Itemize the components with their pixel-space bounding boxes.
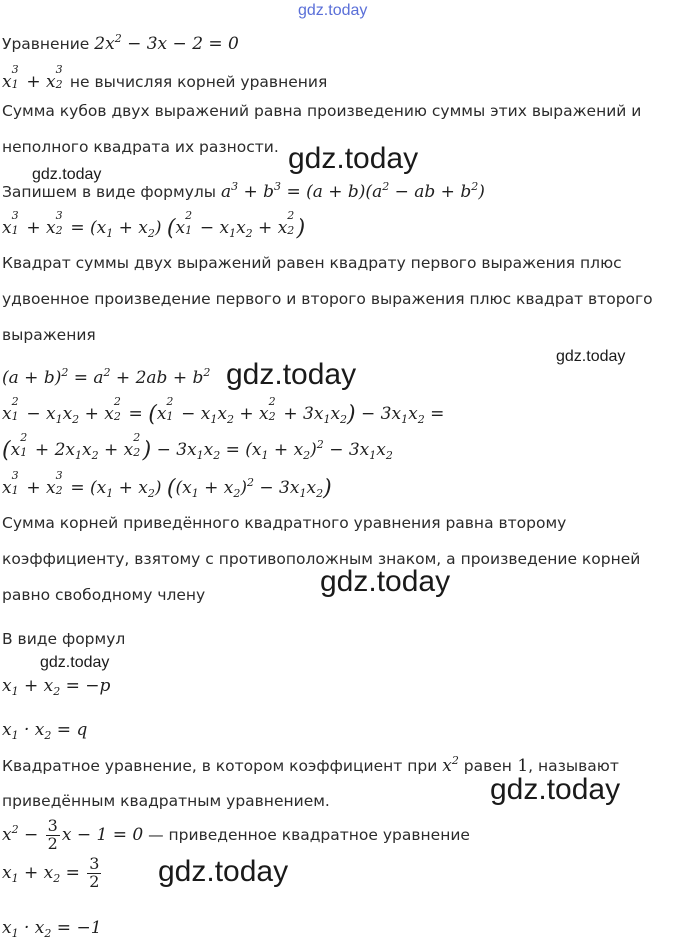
- watermark: gdz.today: [490, 773, 621, 806]
- watermark: gdz.today: [556, 348, 626, 365]
- text-line: [2, 63, 328, 92]
- math-formula: $x_1 + x_2 = -p$: [2, 676, 111, 698]
- text-line: [2, 756, 619, 776]
- math-line: [2, 856, 103, 891]
- text-line: В виде формул: [2, 630, 126, 648]
- text-line: [2, 182, 485, 202]
- math-expression: $x^2$: [442, 754, 459, 776]
- math-line: [2, 395, 445, 427]
- math-expression: x 3 1 + x 3 2: [2, 63, 63, 92]
- text-line: приведённым квадратным уравнением.: [2, 792, 330, 810]
- math-line: [2, 918, 102, 938]
- equation-line: [2, 34, 239, 54]
- text: равен: [463, 757, 512, 775]
- math-number: 1: [511, 756, 529, 776]
- watermark: gdz.today: [320, 565, 451, 598]
- math-formula: $x_1 \cdot x_2 = q$: [2, 720, 88, 742]
- text-line: Сумма корней приведённого квадратного уравнения равна второму: [2, 514, 567, 532]
- math-formula: x 3 1 + x 3 2 = $(x_1 + x_2) ((x_1 + x_2)^2 - 3x_1x_2)$: [2, 469, 332, 501]
- text-line: Квадрат суммы двух выражений равен квадрату первого выражения плюс: [2, 254, 622, 272]
- watermark: gdz.today: [32, 166, 102, 183]
- watermark: gdz.today: [158, 855, 289, 888]
- math-line: [2, 209, 306, 241]
- text: не вычисляя корней уравнения: [69, 73, 328, 91]
- math-formula: x 2 1 − $x_1x_2 + x$ 2 2 = (x 2 1 − $x_1x_2 + x$ 2 2 + $3x_1x_2) - 3x_1x_2$ =: [2, 395, 445, 427]
- watermark: gdz.today: [288, 142, 419, 175]
- text-line: [2, 818, 470, 853]
- math-equation: $2x^2 - 3x - 2 = 0$: [94, 32, 239, 54]
- text: Уравнение: [2, 35, 90, 53]
- watermark: gdz.today: [40, 654, 110, 671]
- text: — приведенное квадратное уравнение: [148, 825, 470, 844]
- math-formula: $x_1 + x_2$ = $\frac{3}{2}$: [2, 854, 100, 891]
- text-line: равно свободному члену: [2, 586, 206, 604]
- text-line: Сумма кубов двух выражений равна произведению суммы этих выражений и: [2, 102, 642, 120]
- math-line: [2, 720, 87, 740]
- math-equation: $x^2$ − $\frac{3}{2}$ x − 1 = 0: [2, 816, 144, 853]
- text-line: удвоенное произведение первого и второго выражения плюс квадрат второго: [2, 290, 653, 308]
- text-line: неполного квадрата их разности.: [2, 138, 279, 156]
- math-line: [2, 469, 332, 501]
- text: Запишем в виде формулы: [2, 183, 217, 201]
- watermark: gdz.today: [298, 2, 368, 19]
- text-line: коэффициенту, взятому с противоположным знаком, а произведение корней: [2, 550, 641, 568]
- math-formula: $(a + b)^2 = a^2 + 2ab + b^2$: [2, 366, 211, 388]
- math-line: [2, 368, 210, 388]
- math-formula: (x 2 1 + $2x_1x_2 + x$ 2 2 ) − $3x_1x_2 = (x_1 + x_2)^2 - 3x_1x_2$: [2, 431, 393, 463]
- text: Квадратное уравнение, в котором коэффициент при: [2, 757, 438, 775]
- math-formula: x 3 1 + x 3 2 = $(x_1 + x_2)$ (x 2 1 − $x_1x_2 + x$ 2 2 ): [2, 209, 306, 241]
- watermark: gdz.today: [226, 358, 357, 391]
- math-formula: $a^3 + b^3 = (a + b)(a^2$ − ab + $b^2$): [220, 180, 485, 202]
- math-line: [2, 431, 393, 463]
- math-formula: $x_1 \cdot x_2 = -1$: [2, 918, 102, 940]
- math-line: [2, 676, 110, 696]
- text-line: выражения: [2, 326, 96, 344]
- text: , называют: [528, 757, 619, 775]
